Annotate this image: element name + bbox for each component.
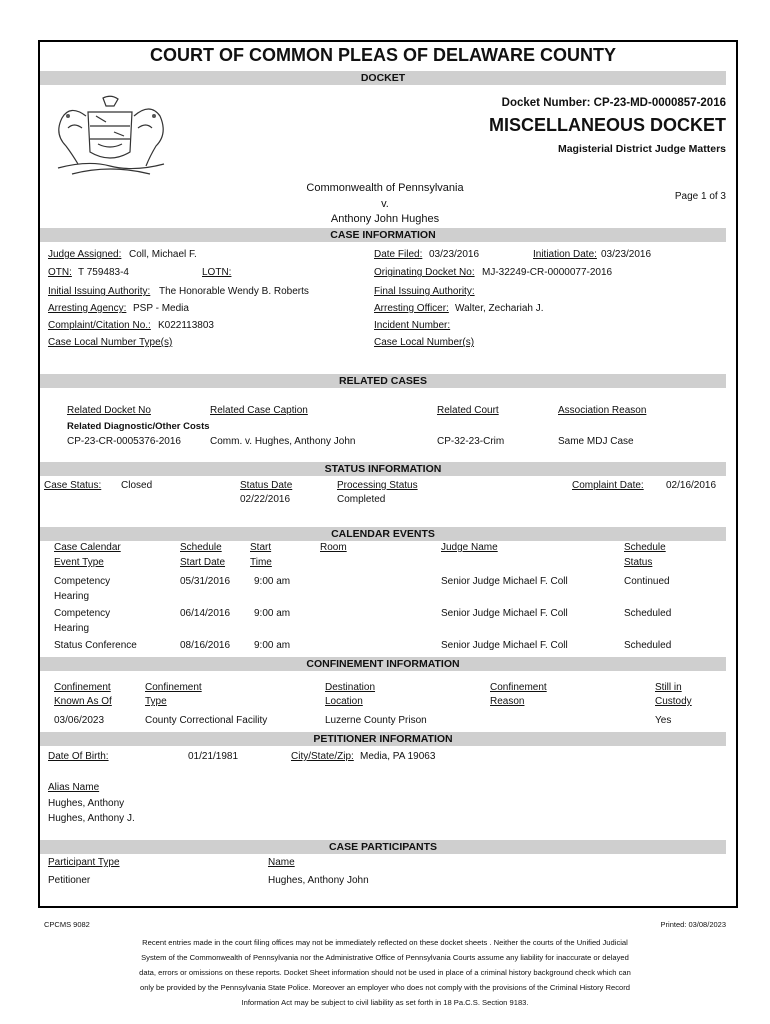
docket-bar: DOCKET <box>40 71 726 85</box>
col-association-reason: Association Reason <box>558 405 647 416</box>
disclaimer-line: Information Act may be subject to civil liability as set forth in 18 Pa.C.S. Section 9183. <box>241 998 529 1007</box>
calendar-row-1-type-2: Hearing <box>54 591 90 602</box>
col-schedule-status-2: Status <box>624 557 653 568</box>
confinement-known-value: 03/06/2023 <box>54 715 105 726</box>
col-confinement-known-2: Known As Of <box>54 696 112 707</box>
col-related-case-caption: Related Case Caption <box>210 405 308 416</box>
alias-name-label: Alias Name <box>48 782 100 793</box>
calendar-row-1-type: Competency <box>54 576 111 587</box>
judge-value: Coll, Michael F. <box>129 249 197 260</box>
col-start-time-2: Time <box>250 557 272 568</box>
judge-label: Judge Assigned: <box>48 249 122 260</box>
complaint-citation-value: K022113803 <box>158 320 214 331</box>
col-participant-name: Name <box>268 857 295 868</box>
related-cases-header: RELATED CASES <box>40 374 726 388</box>
case-information-header: CASE INFORMATION <box>40 228 726 242</box>
status-date-value: 02/22/2016 <box>240 494 291 505</box>
disclaimer-line: System of the Commonwealth of Pennsylvania nor the Administrative Office of Pennsylvania Courts assume any liability for inaccurate or delayed <box>141 953 629 962</box>
final-issuing-authority-label: Final Issuing Authority: <box>374 286 475 297</box>
confinement-information-header: CONFINEMENT INFORMATION <box>40 657 726 671</box>
page-indicator: Page 1 of 3 <box>674 191 726 202</box>
complaint-citation-label: Complaint/Citation No.: <box>48 320 151 331</box>
case-participants-header: CASE PARTICIPANTS <box>40 840 726 854</box>
col-destination-2: Location <box>325 696 363 707</box>
col-confinement-type-2: Type <box>145 696 167 707</box>
case-status-label: Case Status: <box>44 480 102 491</box>
calendar-row-2-type: Competency <box>54 608 111 619</box>
disclaimer-line: only be provided by the Pennsylvania State Police. Moreover an employer who does not comply with the provisions of the Criminal History Record <box>139 983 631 992</box>
col-still-in-custody-2: Custody <box>655 696 692 707</box>
arresting-officer-value: Walter, Zechariah J. <box>455 303 544 314</box>
calendar-row-1-status: Continued <box>624 576 670 587</box>
col-start-date-2: Start Date <box>180 557 226 568</box>
alias-item: Hughes, Anthony <box>48 798 125 809</box>
arresting-agency-label: Arresting Agency: <box>48 303 127 314</box>
calendar-events-header: CALENDAR EVENTS <box>40 527 726 541</box>
caption-line-3: Anthony John Hughes <box>330 213 440 225</box>
calendar-row-2-type-2: Hearing <box>54 623 90 634</box>
participant-type-value: Petitioner <box>48 875 91 886</box>
status-date-label: Status Date <box>240 480 293 491</box>
col-confinement-reason-2: Reason <box>490 696 525 707</box>
initial-issuing-authority-label: Initial Issuing Authority: <box>48 286 151 297</box>
still-in-custody-value: Yes <box>655 715 672 726</box>
col-confinement-known-1: Confinement <box>54 682 111 693</box>
initiation-date-label: Initiation Date: <box>533 249 597 260</box>
calendar-row-3-type: Status Conference <box>54 640 137 651</box>
originating-docket-value: MJ-32249-CR-0000077-2016 <box>482 267 613 278</box>
pennsylvania-seal-icon <box>48 94 174 178</box>
col-event-type-1: Case Calendar <box>54 542 121 553</box>
calendar-row-2-judge: Senior Judge Michael F. Coll <box>441 608 568 619</box>
complaint-date-value: 02/16/2016 <box>666 480 717 491</box>
calendar-row-1-date: 05/31/2016 <box>180 576 231 587</box>
caption-line-2: v. <box>381 198 389 210</box>
form-id: CPCMS 9082 <box>44 920 90 929</box>
calendar-row-3-judge: Senior Judge Michael F. Coll <box>441 640 568 651</box>
confinement-type-value: County Correctional Facility <box>145 715 268 726</box>
col-still-in-custody-1: Still in <box>655 682 682 693</box>
dob-label: Date Of Birth: <box>48 751 109 762</box>
col-participant-type: Participant Type <box>48 857 120 868</box>
city-state-zip-value: Media, PA 19063 <box>360 751 436 762</box>
status-information-header: STATUS INFORMATION <box>40 462 726 476</box>
col-judge-name: Judge Name <box>441 542 498 553</box>
related-reason-value: Same MDJ Case <box>558 436 634 447</box>
printed-date: Printed: 03/08/2023 <box>660 920 726 929</box>
related-group-label: Related Diagnostic/Other Costs <box>67 421 210 432</box>
alias-item: Hughes, Anthony J. <box>48 813 135 824</box>
col-related-docket-no: Related Docket No <box>67 405 151 416</box>
dob-value: 01/21/1981 <box>188 751 239 762</box>
otn-value: T 759483-4 <box>78 267 129 278</box>
calendar-row-2-time: 9:00 am <box>254 608 291 619</box>
incident-number-label: Incident Number: <box>374 320 451 331</box>
calendar-row-3-date: 08/16/2016 <box>180 640 231 651</box>
case-local-number-type-label: Case Local Number Type(s) <box>48 337 173 348</box>
case-status-value: Closed <box>121 480 153 491</box>
calendar-row-2-date: 06/14/2016 <box>180 608 231 619</box>
processing-status-label: Processing Status <box>337 480 418 491</box>
processing-status-value: Completed <box>337 494 386 505</box>
calendar-row-1-time: 9:00 am <box>254 576 291 587</box>
arresting-officer-label: Arresting Officer: <box>374 303 449 314</box>
caption-line-1: Commonwealth of Pennsylvania <box>306 182 464 194</box>
otn-label: OTN: <box>48 267 72 278</box>
date-filed-value: 03/23/2016 <box>429 249 480 260</box>
related-court-value: CP-32-23-Crim <box>437 436 505 447</box>
related-docket-value: CP-23-CR-0005376-2016 <box>67 436 181 447</box>
col-event-type-2: Event Type <box>54 557 104 568</box>
originating-docket-label: Originating Docket No: <box>374 267 475 278</box>
destination-value: Luzerne County Prison <box>325 715 427 726</box>
initiation-date-value: 03/23/2016 <box>601 249 652 260</box>
complaint-date-label: Complaint Date: <box>572 480 644 491</box>
col-schedule-status-1: Schedule <box>624 542 666 553</box>
docket-subtype: Magisterial District Judge Matters <box>557 143 726 155</box>
col-confinement-reason-1: Confinement <box>490 682 547 693</box>
col-confinement-type-1: Confinement <box>145 682 202 693</box>
col-start-time-1: Start <box>250 542 272 553</box>
petitioner-information-header: PETITIONER INFORMATION <box>40 732 726 746</box>
col-destination-1: Destination <box>325 682 376 693</box>
calendar-row-2-status: Scheduled <box>624 608 672 619</box>
court-title: COURT OF COMMON PLEAS OF DELAWARE COUNTY <box>150 45 616 65</box>
date-filed-label: Date Filed: <box>374 249 423 260</box>
calendar-row-3-time: 9:00 am <box>254 640 291 651</box>
col-start-date-1: Schedule <box>180 542 222 553</box>
col-room: Room <box>320 542 347 553</box>
related-caption-value: Comm. v. Hughes, Anthony John <box>210 436 356 447</box>
calendar-row-3-status: Scheduled <box>624 640 672 651</box>
case-local-number-label: Case Local Number(s) <box>374 337 475 348</box>
col-related-court: Related Court <box>437 405 499 416</box>
calendar-row-1-judge: Senior Judge Michael F. Coll <box>441 576 568 587</box>
lotn-label: LOTN: <box>202 267 232 278</box>
docket-type: MISCELLANEOUS DOCKET <box>488 115 726 135</box>
city-state-zip-label: City/State/Zip: <box>291 751 354 762</box>
arresting-agency-value: PSP - Media <box>133 303 189 314</box>
docket-number: Docket Number: CP-23-MD-0000857-2016 <box>501 97 726 109</box>
participant-name-value: Hughes, Anthony John <box>268 875 369 886</box>
disclaimer-line: data, errors or omissions on these reports. Docket Sheet information should not be used in place of a criminal history background check which can <box>139 968 631 977</box>
disclaimer-line: Recent entries made in the court filing offices may not be immediately reflected on these docket sheets . Neither the courts of the Unified Judicial <box>142 938 628 947</box>
initial-issuing-authority-value: The Honorable Wendy B. Roberts <box>159 286 309 297</box>
